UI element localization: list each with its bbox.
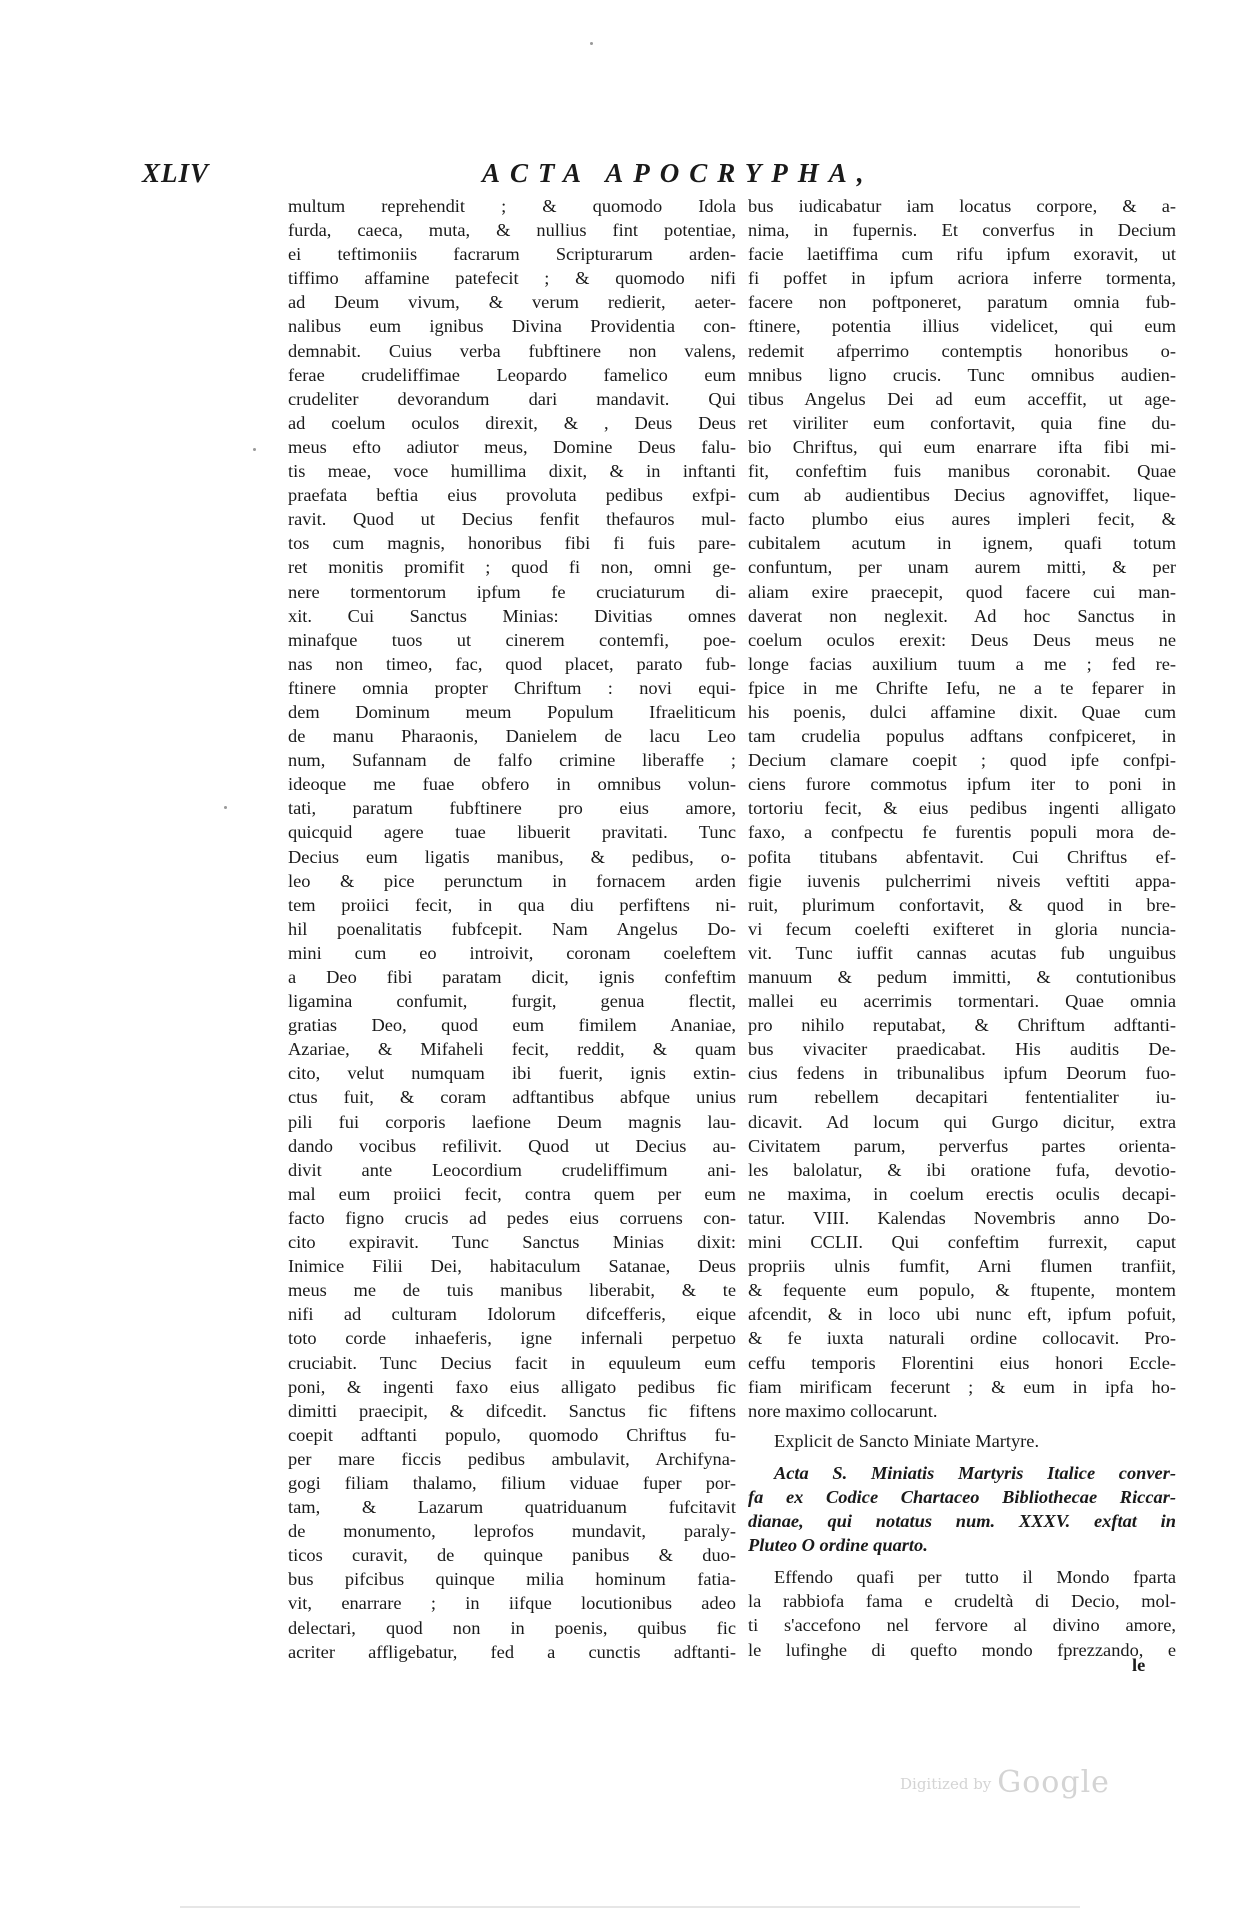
- text-line: num, Sufannam de falfo crimine liberaffe ;: [288, 750, 736, 771]
- text-line: fi poffet in ipfum acriora inferre tormenta,: [748, 268, 1176, 289]
- text-line: per mare ficcis pedibus ambulavit, Archifyna-: [288, 1448, 736, 1469]
- text-line: praefata beftia eius provoluta pedibus exfpi-: [288, 485, 736, 506]
- text-line: tam, & Lazarum quatriduanum fufcitavit: [288, 1497, 736, 1518]
- text-line: dimitti praecipit, & difcedit. Sanctus fic fiftens: [288, 1400, 736, 1421]
- text-line: acriter affligebatur, fed a cunctis adftanti-: [288, 1641, 736, 1662]
- text-line: ret viriliter eum confortavit, quia fine du-: [748, 412, 1176, 433]
- text-line: afcendit, & in loco ubi nunc eft, ipfum pofuit,: [748, 1304, 1176, 1325]
- text-line: vi fecum coelefti exifteret in gloria nuncia-: [748, 918, 1176, 939]
- text-line: tos cum magnis, honoribus fibi fi fuis pare-: [288, 533, 736, 554]
- digitized-watermark: [900, 1765, 1110, 1800]
- text-line: nima, in fupernis. Et converfus in Decium: [748, 220, 1176, 241]
- text-line: dando vocibus refilivit. Quod ut Decius au-: [288, 1135, 736, 1156]
- text-line: vit, enarrare ; in iifque locutionibus adeo: [288, 1593, 736, 1614]
- text-line: ligamina confumit, furgit, genua flectit,: [288, 991, 736, 1012]
- text-line: nifi ad culturam Idolorum difcefferis, eique: [288, 1304, 736, 1325]
- text-line: cito, velut numquam ibi fuerit, ignis extin-: [288, 1063, 736, 1084]
- explicit-text: Explicit de Sancto Miniate Martyre.: [774, 1430, 1040, 1451]
- text-line: nalibus eum ignibus Divina Providentia con-: [288, 316, 736, 337]
- text-line: crudeliter devorandum dari mandavit. Qui: [288, 388, 736, 409]
- text-line: ti s'accefono nel fervore al divino amore,: [748, 1615, 1176, 1636]
- text-line: coepit adftanti populo, quomodo Chriftus fu-: [288, 1424, 736, 1445]
- text-line: ravit. Quod ut Decius fenfit thefauros mul-: [288, 509, 736, 530]
- text-line: mallei eu acerrimis tormentari. Quae omnia: [748, 991, 1176, 1012]
- text-line: nas non timeo, fac, quod placet, parato fub-: [288, 653, 736, 674]
- text-line: fpice in me Chrifte Iefu, ne a te feparer in: [748, 677, 1176, 698]
- text-line: les balolatur, & ibi oratione fufa, devotio-: [748, 1159, 1176, 1180]
- text-line: hil poenalitatis fubfcepit. Nam Angelus Do-: [288, 918, 736, 939]
- text-line: a Deo fibi paratam dicit, ignis confeftim: [288, 967, 736, 987]
- text-line: pofita titubans abfentavit. Cui Chriftus ef-: [748, 846, 1176, 867]
- text-line: tibus Angelus Dei ad eum acceffit, ut age-: [748, 388, 1176, 409]
- text-line: bus pifcibus quinque milia hominum fatia-: [288, 1569, 736, 1590]
- text-line: ceffu temporis Florentini eius honori Eccle-: [748, 1352, 1176, 1373]
- text-line: ad Deum vivum, & verum redierit, aeter-: [288, 292, 736, 313]
- text-line: furda, caeca, muta, & nullius fint potentiae,: [288, 220, 736, 241]
- text-line: Acta S. Miniatis Martyris Italice conver-: [774, 1462, 1176, 1483]
- paper-speck: [253, 448, 256, 451]
- text-line: multum reprehendit ; & quomodo Idola: [288, 196, 736, 216]
- text-line: coelum oculos erexit: Deus Deus meus ne: [748, 629, 1176, 650]
- text-line: cum ab audientibus Decius agnoviffet, lique-: [748, 485, 1176, 506]
- watermark-prefix: Digitized by: [900, 1775, 992, 1793]
- text-line: fit, confeftim fuis manibus coronabit. Quae: [748, 461, 1176, 482]
- text-line: meus efto adiutor meus, Domine Deus falu-: [288, 436, 736, 457]
- text-line: ruit, plurimum confortavit, & quod in bre-: [748, 894, 1176, 915]
- watermark-brand: Google: [997, 1765, 1110, 1800]
- text-line: bus iudicabatur iam locatus corpore, & a-: [748, 196, 1176, 216]
- text-line: de monumento, leprofos mundavit, paraly-: [288, 1521, 736, 1542]
- text-line: bus vivaciter praedicabat. His auditis De-: [748, 1039, 1176, 1060]
- text-line: ei teftimoniis facrarum Scripturarum arden-: [288, 244, 736, 265]
- text-line: faxo, a confpectu fe furentis populi mora de-: [748, 822, 1176, 843]
- text-line: ne maxima, in coelum erectis oculis decapi-: [748, 1183, 1176, 1204]
- text-line: gogi filiam thalamo, filium viduae fuper por-: [288, 1472, 736, 1493]
- text-line: Civitatem parum, perverfus partes orienta-: [748, 1135, 1176, 1156]
- text-line: ciens furore commotus ipfum iter to poni in: [748, 774, 1176, 795]
- text-line: nore maximo collocarunt.: [748, 1400, 938, 1421]
- text-line: gratias Deo, quod eum fimilem Ananiae,: [288, 1015, 736, 1036]
- text-line: ftinere omnia propter Chriftum : novi equi-: [288, 677, 736, 698]
- text-line: mini cum eo introivit, coronam coeleftem: [288, 942, 736, 963]
- text-line: Azariae, & Mifaheli fecit, reddit, & quam: [288, 1039, 736, 1060]
- text-line: cito expiravit. Tunc Sanctus Minias dixit:: [288, 1232, 736, 1253]
- text-line: facto plumbo eius aures impleri fecit, &: [748, 509, 1176, 530]
- text-line: demnabit. Cuius verba fubftinere non valens,: [288, 340, 736, 361]
- text-line: ideoque me fuae obfero in omnibus volun-: [288, 774, 736, 795]
- text-line: propriis ulnis fumfit, Arni flumen tranfiit,: [748, 1256, 1176, 1277]
- text-line: Decius eum ligatis manibus, & pedibus, o-: [288, 846, 736, 867]
- text-line: Inimice Filii Dei, habitaculum Satanae, Deus: [288, 1256, 736, 1277]
- text-line: facere non poftponeret, paratum omnia fub-: [748, 292, 1176, 313]
- text-line: dem Dominum meum Populum Ifraeliticum: [288, 701, 736, 722]
- text-line: tati, paratum fubftinere pro eius amore,: [288, 798, 736, 819]
- text-line: mal eum proiici fecit, contra quem per eum: [288, 1183, 736, 1204]
- text-line: Decium clamare coepit ; quod ipfe confpi-: [748, 750, 1176, 771]
- text-line: tis meae, voce humillima dixit, & in inftanti: [288, 461, 736, 482]
- text-line: tam crudelia populus adftans confpiceret, in: [748, 726, 1176, 747]
- text-line: tiffimo affamine patefecit ; & quomodo nifi: [288, 268, 736, 289]
- text-line: tem proiici fecit, in qua diu perfiftens ni-: [288, 894, 736, 915]
- catchword: le: [1132, 1655, 1146, 1675]
- manuscript-note: [748, 1461, 1176, 1557]
- text-line: cius fedens in tribunalibus ipfum Deorum fuo-: [748, 1063, 1176, 1084]
- text-line: delectari, quod non in poenis, quibus fic: [288, 1617, 736, 1638]
- text-line: xit. Cui Sanctus Minias: Divitias omnes: [288, 605, 736, 626]
- text-line: divit ante Leocordium crudeliffimum ani-: [288, 1159, 736, 1180]
- text-line: Pluteo O ordine quarto.: [748, 1535, 928, 1556]
- text-line: leo & pice perunctum in fornacem arden: [288, 870, 736, 891]
- page-header: [142, 158, 1162, 192]
- text-line: poni, & ingenti faxo eius alligato pedibus fic: [288, 1376, 736, 1397]
- text-line: minafque tuos ut cinerem contemfi, poe-: [288, 629, 736, 650]
- text-line: ftinere, potentia illius videlicet, qui eum: [748, 316, 1176, 337]
- scan-edge: [180, 1906, 1080, 1908]
- text-line: dianae, qui notatus num. XXXV. exftat in: [748, 1511, 1176, 1532]
- running-title: ACTA APOCRYPHA,: [482, 158, 874, 188]
- text-line: confuntum, per unam aurem mitti, & per: [748, 557, 1176, 578]
- text-line: aliam exire praecepit, quod facere cui man-: [748, 581, 1176, 602]
- text-line: longe facias auxilium tuum a me ; fed re-: [748, 653, 1176, 674]
- text-line: mnibus ligno crucis. Tunc omnibus audien-: [748, 364, 1176, 385]
- left-column: [288, 194, 736, 1664]
- text-line: pili fui corporis laefione Deum magnis lau-: [288, 1111, 736, 1132]
- text-line: de manu Pharaonis, Danielem de lacu Leo: [288, 726, 736, 747]
- right-column-body: [748, 194, 1176, 1423]
- explicit-line: [748, 1429, 1176, 1453]
- text-line: ad coelum oculos direxit, & , Deus Deus: [288, 412, 736, 433]
- italic-version-text: [748, 1565, 1176, 1661]
- paper-speck: [224, 806, 227, 809]
- text-line: ticos curavit, de quinque panibus & duo-: [288, 1545, 736, 1566]
- text-line: rum rebellem decapitari fententialiter iu-: [748, 1087, 1176, 1108]
- text-line: cruciabit. Tunc Decius facit in equuleum eum: [288, 1352, 736, 1373]
- text-line: ret monitis promifit ; quod fi non, omni ge-: [288, 557, 736, 578]
- text-line: & fequente eum populo, & ftupente, montem: [748, 1280, 1176, 1301]
- text-line: bio Chriftus, qui eum enarrare ifta fibi mi-: [748, 436, 1176, 457]
- text-line: le lufinghe di quefto mondo fprezzando, e: [748, 1639, 1176, 1660]
- text-line: redemit afperrimo contemptis honoribus o-: [748, 340, 1176, 361]
- text-line: vit. Tunc iuffit cannas acutas fub unguibus: [748, 942, 1176, 963]
- text-line: daverat non neglexit. Ad hoc Sanctus in: [748, 605, 1176, 626]
- text-line: fa ex Codice Chartaceo Bibliothecae Riccar-: [748, 1486, 1176, 1507]
- text-line: ctus fuit, & coram adftantibus abfque unius: [288, 1087, 736, 1108]
- text-line: his poenis, dulci affamine dixit. Quae cum: [748, 701, 1176, 722]
- paper-speck: [590, 42, 593, 45]
- text-line: la rabbiofa fama e crudeltà di Decio, mol-: [748, 1591, 1176, 1612]
- text-line: mini CCLII. Qui confeftim furrexit, caput: [748, 1232, 1176, 1253]
- page-number: XLIV: [142, 158, 210, 188]
- text-line: facto figno crucis ad pedes eius corruens con-: [288, 1207, 736, 1228]
- text-line: fiam mirificam fecerunt ; & eum in ipfa ho-: [748, 1376, 1176, 1397]
- text-line: pro nihilo reputabat, & Chriftum adftanti-: [748, 1015, 1176, 1036]
- text-line: facie laetiffima cum rifu ipfum exoravit, ut: [748, 244, 1176, 265]
- text-line: manuum & pedum immitti, & contutionibus: [748, 967, 1176, 987]
- text-line: ferae crudeliffimae Leopardo famelico eum: [288, 364, 736, 385]
- text-line: tatur. VIII. Kalendas Novembris anno Do-: [748, 1207, 1176, 1228]
- text-line: toto corde inhaeferis, igne infernali perpetuo: [288, 1328, 736, 1349]
- text-line: dicavit. Ad locum qui Gurgo dicitur, extra: [748, 1111, 1176, 1132]
- text-line: figie iuvenis pulcherrimi niveis veftiti appa-: [748, 870, 1176, 891]
- text-line: meus me de tuis manibus liberabit, & te: [288, 1280, 736, 1301]
- text-line: nere tormentorum ipfum fe cruciaturum di-: [288, 581, 736, 602]
- text-line: tortoriu fecit, & eius pedibus ingenti alligato: [748, 798, 1176, 819]
- right-column: [748, 194, 1176, 1662]
- text-line: quicquid agere tuae libuerit pravitati. Tunc: [288, 822, 736, 843]
- text-line: Effendo quafi per tutto il Mondo fparta: [774, 1567, 1176, 1588]
- text-line: & fe iuxta naturali ordine collocavit. Pro-: [748, 1328, 1176, 1349]
- text-line: cubitalem acutum in ignem, quafi totum: [748, 533, 1176, 554]
